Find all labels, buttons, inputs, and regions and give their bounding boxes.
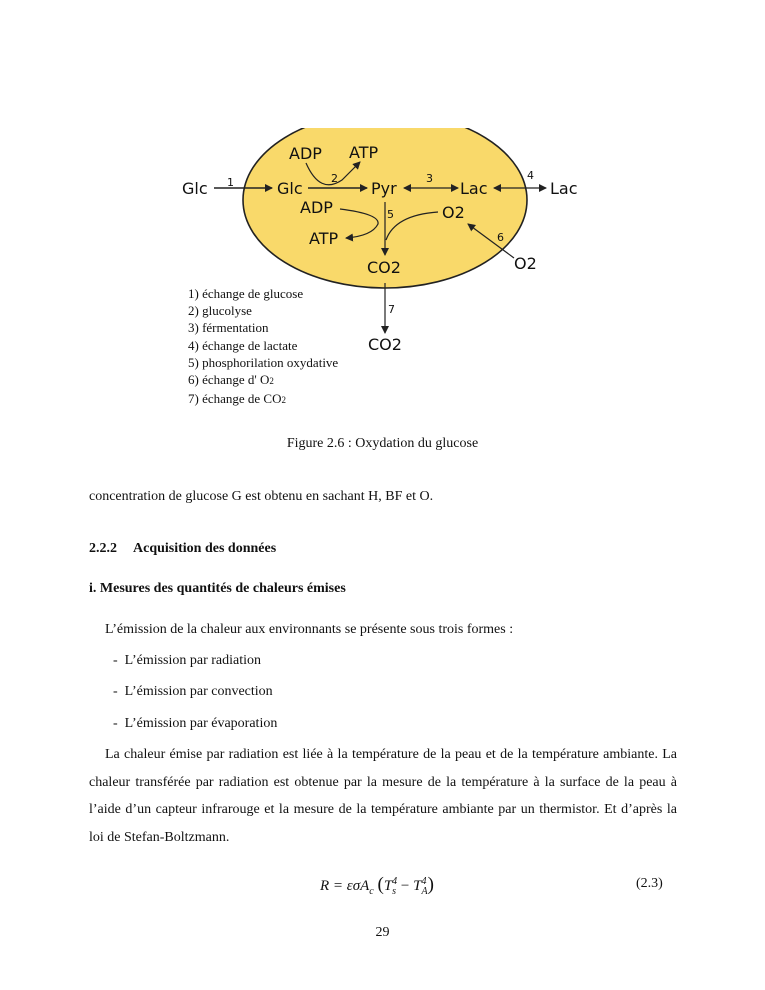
node-glc-out: Glc [182, 179, 208, 198]
section-heading [89, 541, 276, 557]
node-atp-mid: ATP [309, 229, 339, 248]
step-number: 5 [387, 208, 394, 221]
step-number: 1 [227, 176, 234, 189]
list-item: - L’émission par radiation [113, 653, 262, 668]
node-co2-in: CO2 [367, 258, 401, 277]
legend-item: 2) glucolyse [188, 303, 252, 319]
equation-number: (2.3) [636, 876, 663, 891]
node-glc-in: Glc [277, 179, 303, 198]
node-lac-out: Lac [550, 179, 578, 198]
legend-subscript: 2 [269, 376, 274, 387]
lead-sentence: L’émission de la chaleur aux environnants se présente sous trois formes : [105, 622, 514, 637]
legend-item: 1) échange de glucose [188, 286, 304, 301]
step-number: 6 [497, 231, 504, 244]
legend-item: 4) échange de lactate [188, 337, 298, 353]
equation: R = εσA$_c$ (T 4 s − T 4 A ) [320, 874, 434, 897]
step-number: 4 [527, 169, 534, 182]
step-number: 3 [426, 172, 433, 185]
node-o2-out: O2 [514, 254, 537, 273]
legend-item: 3) férmentation [188, 320, 269, 336]
figure-caption: Figure 2.6 : Oxydation du glucose [286, 436, 479, 451]
legend-item: 5) phosphorilation oxydative [188, 354, 339, 370]
body-paragraph: La chaleur émise par radiation est liée à la température de la peau et de la température ambiante. La chaleur transférée par radiation est obtenue par la mesure de la température à la surface de la peau à l’aide d’un capteur infrarouge et la mesure de la température ambiante par un thermistor. Et d’après la loi de Stefan-Boltzmann. [89, 747, 677, 846]
node-co2-out: CO2 [368, 335, 402, 354]
node-adp-mid: ADP [300, 198, 333, 217]
node-adp-top: ADP [289, 144, 322, 163]
section-title: Acquisition des données [133, 541, 277, 556]
legend-item: 6) échange d' O2 [188, 372, 274, 388]
node-pyr: Pyr [371, 179, 397, 198]
node-o2-in: O2 [442, 203, 465, 222]
list-item: - L’émission par convection [113, 684, 273, 699]
subsection-heading: i. Mesures des quantités de chaleurs émises [89, 581, 346, 596]
node-atp-top: ATP [349, 143, 379, 162]
list-item: - L’émission par évaporation [113, 716, 278, 731]
legend-subscript: 2 [281, 395, 286, 406]
legend-item: 7) échange de CO2 [188, 391, 286, 407]
section-number: 2.2.2 [89, 541, 117, 556]
page-number: 29 [375, 925, 390, 940]
intro-line: concentration de glucose G est obtenu en sachant H, BF et O. [89, 489, 434, 504]
figure-legend [188, 285, 338, 409]
node-lac-in: Lac [460, 179, 488, 198]
step-number: 2 [331, 172, 338, 185]
step-number: 7 [388, 303, 395, 316]
